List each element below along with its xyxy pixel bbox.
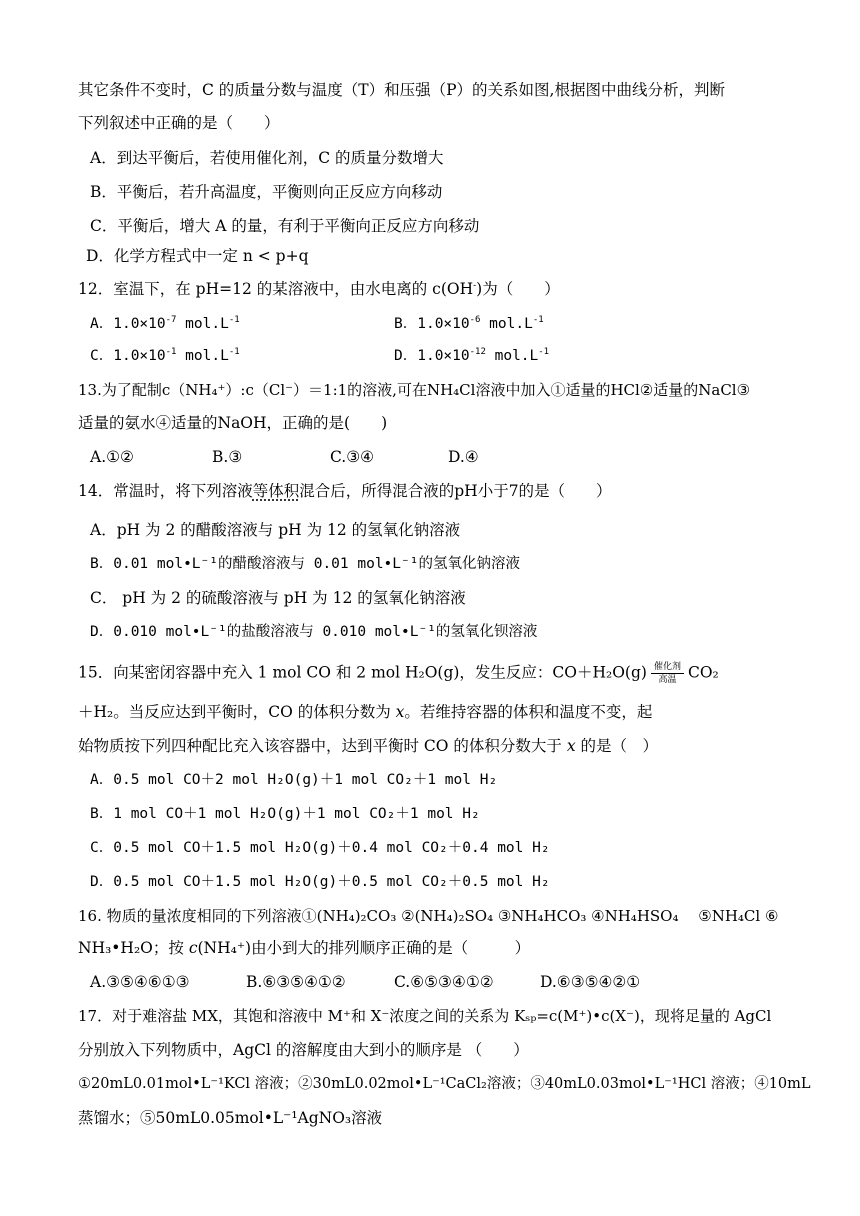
reaction-condition: $\frac{\text{催化剂}}{\text{高温}}$ [651,662,684,685]
q12-option-b: B．$1.0\times 10^{-6}$ $mol.L^{-1}$ [394,315,544,332]
q17-line-4: 蒸馏水；⑤50mL0.05mol•L⁻¹AgNO₃溶液 [78,1109,383,1127]
q15-option-a: A．0.5 mol CO＋2 mol H₂O(g)＋1 mol CO₂＋1 mol H₂ [90,772,498,788]
q15-line-1: 15．向某密闭容器中充入 1 mol CO 和 2 mol H₂O(g)，发生反应：CO＋H₂O(g) $\frac{\text{催化剂}}{\text{高温}}$ CO₂ [78,662,719,685]
q16-option-b: B.⑥③⑤④①② [246,973,346,991]
intro-option-d: D．化学方程式中一定 n < p+q [86,247,309,265]
q13-option-b: B.③ [212,448,243,466]
q16-line-2: NH₃•H₂O；按 c(NH₄⁺)由小到大的排列顺序正确的是（ ） [78,939,531,957]
intro-option-c: C．平衡后，增大 A 的量，有利于平衡向正反应方向移动 [90,217,480,235]
q13-line-1: 13.为了配制c（NH₄⁺）:c（Cl⁻）＝1:1的溶液,可在NH₄Cl溶液中加入①适量的HCl②适量的NaCl③ [78,381,751,399]
q14-option-c: C． pH 为 2 的硫酸溶液与 pH 为 12 的氢氧化钠溶液 [90,589,466,607]
q17-line-1: 17．对于难溶盐 MX，其饱和溶液中 M⁺和 X⁻浓度之间的关系为 Kₛₚ=c(M⁺)•c(X⁻)，现将足量的 AgCl [78,1007,772,1025]
q12-option-c: C．$1.0\times 10^{-1}$ $mol.L^{-1}$ [90,347,240,364]
intro-option-b: B．平衡后，若升高温度，平衡则向正反应方向移动 [90,183,443,201]
q15-line-2: ＋H₂。当反应达到平衡时，CO 的体积分数为 x。若维持容器的体积和温度不变，起 [78,703,653,721]
q17-line-2: 分别放入下列物质中，AgCl 的溶解度由大到小的顺序是 （ ） [78,1041,529,1059]
q12-stem: 12．室温下，在 pH=12 的某溶液中，由水电离的 c(OH-)为（ ） [78,280,560,298]
q15-option-b: B．1 mol CO＋1 mol H₂O(g)＋1 mol CO₂＋1 mol H₂ [90,806,480,822]
q15-option-c: C．0.5 mol CO＋1.5 mol H₂O(g)＋0.4 mol CO₂＋0.4 mol H₂ [90,840,550,856]
q13-option-a: A.①② [90,448,134,466]
emphasis-dotted-text: 等体积 [252,482,300,500]
q14-option-a: A．pH 为 2 的醋酸溶液与 pH 为 12 的氢氧化钠溶液 [90,521,461,539]
q16-option-a: A.③⑤④⑥①③ [90,973,190,991]
q16-option-c: C.⑥⑤③④①② [394,973,494,991]
q14-option-d: D．0.010 mol•L⁻¹的盐酸溶液与 0.010 mol•L⁻¹的氢氧化钡溶液 [90,624,538,640]
q14-option-b: B．0.01 mol•L⁻¹的醋酸溶液与 0.01 mol•L⁻¹的氢氧化钠溶液 [90,556,520,572]
q13-option-c: C.③④ [330,448,375,466]
q14-stem: 14．常温时，将下列溶液等体积混合后，所得混合液的pH小于7的是（ ） [78,482,612,500]
intro-option-a: A．到达平衡后，若使用催化剂，C 的质量分数增大 [90,149,444,167]
q13-option-d: D.④ [448,448,479,466]
q15-option-d: D．0.5 mol CO＋1.5 mol H₂O(g)＋0.5 mol CO₂＋0.5 mol H₂ [90,874,550,890]
q15-line-3: 始物质按下列四种配比充入该容器中，达到平衡时 CO 的体积分数大于 x 的是（ ） [78,737,659,755]
q13-line-2: 适量的氨水④适量的NaOH，正确的是( ) [78,414,388,432]
intro-line-2: 下列叙述中正确的是（ ） [78,114,280,132]
q16-option-d: D.⑥③⑤④②① [540,973,641,991]
q12-option-d: D．$1.0\times 10^{-12}$ $mol.L^{-1}$ [394,347,550,364]
q12-option-a: A．$1.0\times 10^{-7}$ $mol.L^{-1}$ [90,315,240,332]
q16-line-1: 16. 物质的量浓度相同的下列溶液①(NH₄)₂CO₃ ②(NH₄)₂SO₄ ③NH₄HCO₃ ④NH₄HSO₄ ⑤NH₄Cl ⑥ [78,907,779,925]
intro-line-1: 其它条件不变时，C 的质量分数与温度（T）和压强（P）的关系如图,根据图中曲线分析，判断 [78,81,725,99]
q17-line-3: ①20mL0.01mol•L⁻¹KCl 溶液；②30mL0.02mol•L⁻¹CaCl₂溶液；③40mL0.03mol•L⁻¹HCl 溶液；④10mL [78,1076,811,1092]
